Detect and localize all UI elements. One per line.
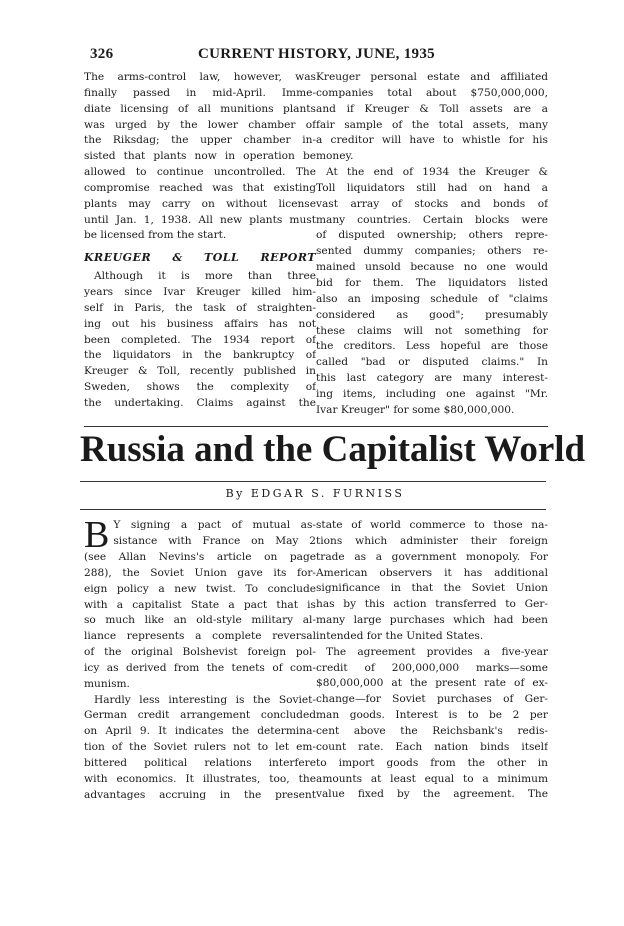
section-divider bbox=[84, 426, 548, 427]
text-line: sisted that plants now in operation be bbox=[84, 150, 316, 163]
text-line: of the original Bolshevist foreign pol- bbox=[84, 646, 316, 659]
text-line: German credit arrangement concluded bbox=[84, 709, 316, 722]
text-line: with economics. It illustrates, too, the bbox=[84, 772, 316, 785]
text-line: Hardly less interesting is the Soviet- bbox=[94, 693, 316, 706]
text-line: state of world commerce to those na- bbox=[316, 519, 548, 531]
text-line: money. bbox=[316, 150, 354, 163]
text-line: considered as good"; presumably bbox=[316, 308, 548, 321]
text-line: sistance with France on May 2 bbox=[113, 534, 316, 547]
text-line: Y signing a pact of mutual as- bbox=[113, 519, 316, 531]
text-line: Toll liquidators still had on hand a bbox=[316, 181, 548, 194]
text-line: vast array of stocks and bonds of bbox=[316, 197, 548, 210]
text-line: American observers it has additional bbox=[316, 566, 548, 579]
text-line: eign policy a new twist. To conclude bbox=[84, 582, 316, 595]
byline: By EDGAR S. FURNISS bbox=[225, 487, 405, 500]
text-line: plants may carry on without license bbox=[84, 197, 316, 210]
text-line: many countries. Certain blocks were bbox=[316, 213, 548, 226]
text-line: has by this action transferred to Ger- bbox=[316, 598, 548, 611]
text-line: so much like an old-style military al- bbox=[84, 614, 316, 627]
text-line: $80,000,000 at the present rate of ex- bbox=[316, 677, 548, 690]
text-line: (see Allan Nevins's article on page bbox=[84, 551, 316, 563]
text-line: was urged by the lower chamber of bbox=[84, 118, 316, 131]
text-line: the undertaking. Claims against the bbox=[84, 396, 316, 409]
text-line: 288), the Soviet Union gave its for- bbox=[84, 566, 316, 579]
text-line: these claims will not something for bbox=[316, 324, 548, 337]
text-line: and if Kreuger & Toll assets are a bbox=[316, 102, 548, 115]
text-line: icy as derived from the tenets of com- bbox=[84, 661, 316, 674]
text-line: ing items, including one against "Mr. bbox=[316, 387, 548, 400]
text-line: bittered political relations interfere bbox=[84, 756, 316, 769]
text-line: self in Paris, the task of straighten- bbox=[84, 301, 316, 314]
text-line: munism. bbox=[84, 677, 130, 690]
text-line: ing out his business affairs has not bbox=[84, 317, 316, 330]
text-line: man goods. Interest is to be 2 per bbox=[316, 709, 548, 722]
text-line: until Jan. 1, 1938. All new plants must bbox=[84, 213, 316, 226]
text-line: change—for Soviet purchases of Ger- bbox=[316, 693, 548, 706]
text-line: Although it is more than three bbox=[94, 270, 316, 283]
text-line: on April 9. It indicates the determina- bbox=[84, 725, 316, 738]
top-left-column bbox=[84, 70, 316, 412]
headline-rule bbox=[80, 481, 546, 482]
text-line: of disputed ownership; others repre- bbox=[316, 229, 548, 242]
text-line: also an imposing schedule of "claims bbox=[316, 292, 548, 305]
text-line: the liquidators in the bankruptcy of bbox=[84, 349, 316, 362]
text-line: Kreuger & Toll, recently published in bbox=[84, 365, 316, 378]
text-line: bid for them. The liquidators listed bbox=[316, 276, 548, 289]
text-line: allowed to continue uncontrolled. The bbox=[84, 166, 316, 179]
text-line: to import goods from the other in bbox=[316, 756, 548, 769]
text-line: liance represents a complete reversal bbox=[84, 630, 316, 643]
text-line: tion of the Soviet rulers not to let em- bbox=[84, 741, 316, 754]
text-line: Ivar Kreuger" for some $80,000,000. bbox=[316, 403, 515, 416]
top-right-column bbox=[316, 70, 548, 419]
text-line: mained unsold because no one would bbox=[316, 261, 548, 274]
article-headline: Russia and the Capitalist World bbox=[80, 429, 586, 470]
page-number: 326 bbox=[90, 46, 114, 62]
text-line: finally passed in mid-April. Imme- bbox=[84, 86, 316, 99]
text-line: fair sample of the total assets, many bbox=[316, 118, 548, 131]
drop-cap: B bbox=[84, 514, 110, 556]
byline-rule bbox=[80, 509, 546, 510]
text-line: been completed. The 1934 report of bbox=[84, 333, 316, 346]
text-line: years since Ivar Kreuger killed him- bbox=[84, 285, 316, 298]
text-line: significance in that the Soviet Union bbox=[316, 582, 548, 595]
text-line: Sweden, shows the complexity of bbox=[84, 381, 316, 394]
text-line: with a capitalist State a pact that is bbox=[84, 598, 316, 611]
text-line: diate licensing of all munitions plants bbox=[84, 102, 316, 115]
text-line: compromise reached was that existing bbox=[84, 181, 316, 194]
bottom-right-column bbox=[316, 518, 548, 803]
text-line: cent above the Reichsbank's redis- bbox=[316, 724, 548, 737]
running-head bbox=[90, 46, 560, 64]
text-line: the creditors. Less hopeful are those bbox=[316, 340, 548, 353]
text-line: The arms-control law, however, was bbox=[84, 71, 316, 83]
text-line: tions which administer their foreign bbox=[316, 534, 548, 547]
text-line: many large purchases which had been bbox=[316, 614, 548, 627]
text-line: be licensed from the start. bbox=[84, 229, 227, 242]
bottom-left-column bbox=[84, 514, 316, 804]
text-line: sented dummy companies; others re- bbox=[316, 245, 548, 258]
text-line: advantages accruing in the present bbox=[84, 788, 316, 801]
text-line: a creditor will have to whistle for his bbox=[316, 134, 548, 147]
section-subheading: KREUGER & TOLL REPORT bbox=[84, 251, 316, 265]
text-line: count rate. Each nation binds itself bbox=[316, 740, 548, 753]
text-line: trade as a government monopoly. For bbox=[316, 550, 548, 563]
text-line: At the end of 1934 the Kreuger & bbox=[326, 166, 548, 179]
text-line: this last category are many interest- bbox=[316, 372, 548, 385]
text-line: Kreuger personal estate and affiliated bbox=[316, 71, 548, 83]
text-line: companies total about $750,000,000, bbox=[316, 86, 548, 99]
text-line: value fixed by the agreement. The bbox=[316, 788, 548, 801]
text-line: amounts at least equal to a minimum bbox=[316, 772, 548, 785]
text-line: the Riksdag; the upper chamber in- bbox=[84, 134, 316, 147]
text-line: The agreement provides a five-year bbox=[326, 645, 548, 658]
text-line: intended for the United States. bbox=[316, 629, 484, 642]
text-line: credit of 200,000,000 marks—some bbox=[316, 661, 548, 674]
journal-issue: CURRENT HISTORY, JUNE, 1935 bbox=[198, 46, 435, 62]
text-line: called "bad or disputed claims." In bbox=[316, 356, 548, 369]
